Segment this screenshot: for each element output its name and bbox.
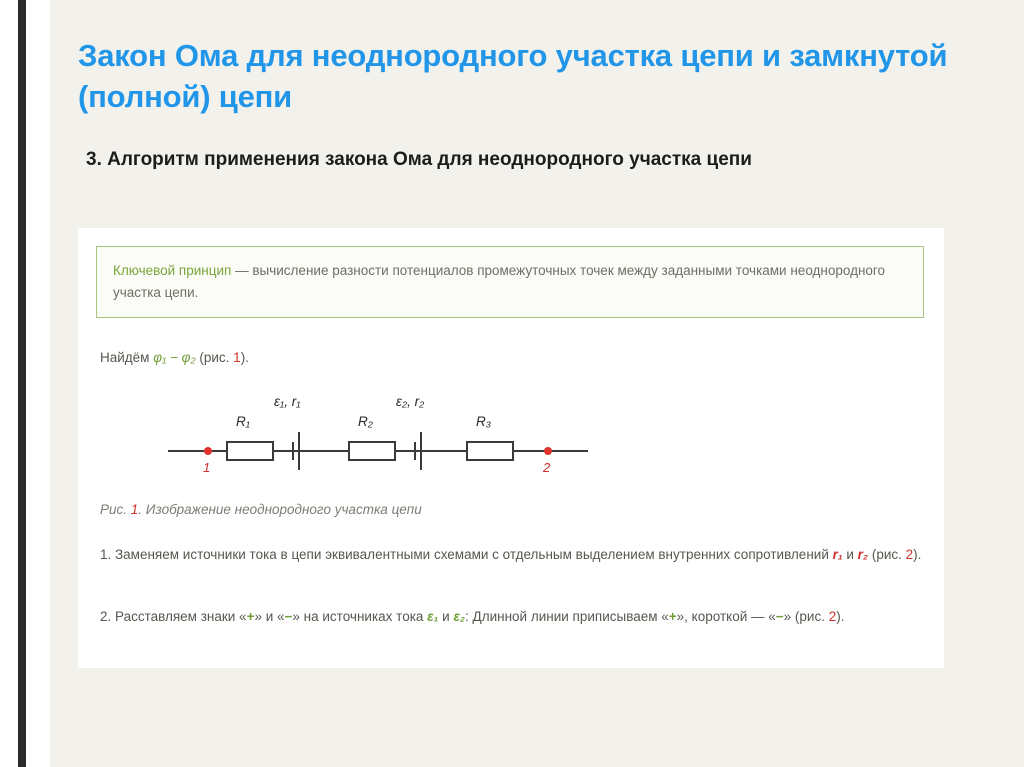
emf-short-plate-2 [414, 442, 416, 460]
left-accent-bar [18, 0, 26, 767]
step-2-text-g: » (рис. [783, 609, 829, 624]
step-2-minus-sign: − [284, 609, 293, 624]
find-suffix: ). [240, 350, 249, 365]
resistor-label-r1: R₁ [236, 414, 251, 429]
node-label-2: 2 [543, 460, 551, 475]
emf-label-2: ε₂, r₂ [396, 394, 425, 409]
step-1-symbol-r2: r₂ [857, 547, 869, 562]
step-2-symbol-e1: ε₁ [427, 609, 439, 624]
content-card [78, 228, 944, 668]
find-figure-number: 1 [233, 350, 241, 365]
step-2-text-d: и [438, 609, 454, 624]
resistor-r3 [466, 441, 514, 461]
page-title: Закон Ома для неоднородного участка цепи и замкнутой (полной) цепи [78, 38, 948, 114]
step-2-figure-number: 2 [828, 609, 837, 624]
step-1-figure-number: 2 [905, 547, 914, 562]
step-1-text-a: Заменяем источники тока в цепи эквивалентными схемами с отдельным выделением внутренних сопротивлений [111, 547, 833, 562]
figure-caption [100, 502, 422, 517]
node-point-1 [204, 447, 212, 455]
node-label-1: 1 [203, 460, 211, 475]
step-2-text-h: ). [836, 609, 845, 624]
resistor-label-r2: R₂ [358, 414, 373, 429]
key-principle-label: Ключевой принцип [113, 263, 232, 278]
emf-long-plate-2 [420, 432, 422, 470]
step-2-text-c: » на источниках тока [292, 609, 428, 624]
find-expression: φ₁ − φ₂ [153, 350, 196, 365]
step-2-minus-sign-2: − [775, 609, 784, 624]
find-mid: (рис. [195, 350, 234, 365]
step-1-symbol-r1: r₁ [832, 547, 843, 562]
figure-caption-text: . Изображение неоднородного участка цепи [138, 502, 422, 517]
step-1-text-d: ). [913, 547, 922, 562]
step-2-text-a: Расставляем знаки « [111, 609, 247, 624]
left-white-gutter [26, 0, 50, 767]
resistor-r1 [226, 441, 274, 461]
emf-short-plate-1 [292, 442, 294, 460]
step-2-plus-sign: + [246, 609, 255, 624]
step-2-text-e: : Длинной линии приписываем « [465, 609, 669, 624]
step-1-text-b: и [842, 547, 858, 562]
step-2-symbol-e2: ε₂ [453, 609, 466, 624]
circuit-figure [168, 388, 588, 488]
key-principle-text: — вычисление разности потенциалов промежуточных точек между заданными точками неоднородного участка цепи. [113, 263, 886, 300]
step-1-number: 1. [100, 547, 112, 562]
step-2-text-b: » и « [254, 609, 285, 624]
figure-caption-prefix: Рис. [100, 502, 131, 517]
key-principle-box [96, 246, 924, 318]
figure-caption-number: 1 [130, 502, 139, 517]
find-prefix: Найдём [100, 350, 154, 365]
resistor-label-r3: R₃ [476, 414, 492, 429]
resistor-r2 [348, 441, 396, 461]
emf-label-1: ε₁, r₁ [274, 394, 301, 409]
node-point-2 [544, 447, 552, 455]
step-2 [100, 606, 930, 628]
step-1 [100, 544, 930, 566]
wire-dotted-right [550, 450, 588, 452]
step-2-text-f: », короткой — « [676, 609, 776, 624]
step-2-plus-sign-2: + [668, 609, 677, 624]
step-2-number: 2. [100, 609, 112, 624]
section-subtitle: 3. Алгоритм применения закона Ома для неоднородного участка цепи [86, 149, 752, 170]
step-1-text-c: (рис. [868, 547, 906, 562]
find-line [100, 350, 249, 365]
emf-long-plate-1 [298, 432, 300, 470]
